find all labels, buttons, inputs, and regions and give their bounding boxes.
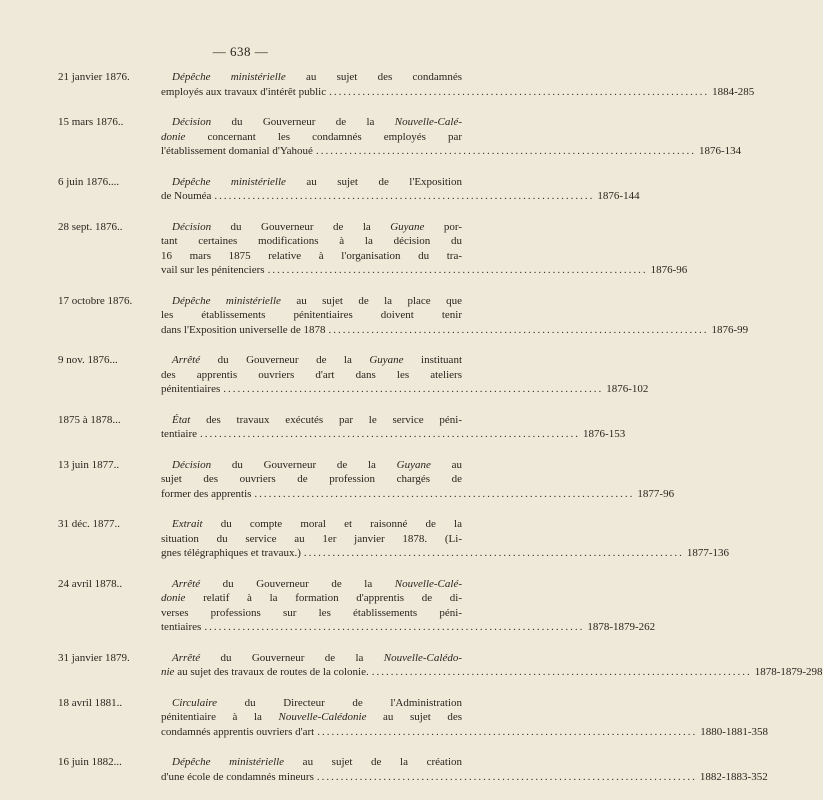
entry-last-line (161, 85, 755, 100)
entry-text-line: tentiaire (161, 428, 198, 440)
entry-text-line: Arrêté du Gouverneur de la Guyane instituant (172, 354, 462, 366)
leader-dots: ................................................................................ (315, 145, 696, 157)
entry-text-line: sujet des ouvriers de profession chargés de (161, 473, 462, 485)
entry-text-line: employés aux travaux d'intérêt public (161, 85, 327, 98)
entry-last-line (161, 189, 640, 204)
entry-text-line: Extrait du compte moral et raisonné de la (172, 518, 462, 530)
entry-text-line: verses professions sur les établissements péni- (161, 606, 462, 619)
entry-text-line: Dépêche ministérielle au sujet de la création (172, 756, 462, 768)
entry-row (58, 696, 769, 740)
entry-row (58, 458, 675, 502)
entry-description (161, 755, 768, 784)
entry-last-line (161, 323, 749, 338)
entry-reference: 1876-144 (597, 190, 640, 202)
entry-row (58, 517, 730, 561)
page-number: — 638 — (212, 44, 269, 59)
entry-last-line (161, 725, 769, 740)
entry-date: 24 avril 1878.. (58, 577, 123, 590)
entry-description (161, 115, 742, 159)
entry-date: 18 avril 1881.. (58, 696, 123, 709)
entry-date: 6 juin 1876.... (58, 175, 120, 188)
entry-text-line: gnes télégraphiques et travaux.) (161, 547, 301, 559)
entry-date: 16 juin 1882... (58, 756, 122, 768)
entry-reference: 1876-96 (650, 264, 688, 276)
entry-description (161, 577, 656, 635)
leader-dots: ................................................................................ (223, 383, 604, 395)
entry-row (58, 577, 656, 635)
entry-date: 17 octobre 1876. (58, 294, 133, 307)
entry-description (161, 220, 688, 278)
entry-reference: 1876-102 (606, 383, 649, 395)
entry-row (58, 70, 755, 99)
entry-description (161, 651, 823, 680)
entry-row (58, 175, 640, 204)
entry-text-line: condamnés apprentis ouvriers d'art (161, 725, 315, 738)
entry-description (161, 294, 749, 338)
entry-date: 28 sept. 1876.. (58, 220, 123, 233)
entry-row (58, 294, 749, 338)
entry-text-line: 16 mars 1875 relative à l'organisation du tra- (161, 249, 462, 262)
entry-last-line (161, 487, 675, 502)
entry-date: 13 juin 1877.. (58, 458, 120, 471)
entry-reference: 1876-134 (698, 145, 742, 157)
entry-reference: 1880-1881-358 (700, 725, 769, 738)
leader-dots: ................................................................................ (214, 190, 595, 202)
entry-text-line: donie relatif à la formation d'apprentis de di- (161, 592, 462, 604)
entry-text-line: Dépêche ministérielle au sujet de l'Exposition (172, 175, 462, 188)
entry-last-line (161, 263, 688, 278)
entry-date: 9 nov. 1876... (58, 354, 118, 366)
entry-text-line: situation du service au 1er janvier 1878. (Li- (161, 532, 462, 545)
entry-text-line: Décision du Gouverneur de la Guyane por- (172, 220, 462, 233)
entry-description (161, 458, 675, 502)
entry-row (58, 220, 688, 278)
entry-list (58, 70, 823, 800)
leader-dots: ................................................................................ (204, 621, 585, 633)
entry-last-line (161, 770, 768, 785)
entry-date: 1875 à 1878... (58, 413, 121, 426)
entry-text-line: dans l'Exposition universelle de 1878 (161, 323, 326, 336)
leader-dots: ................................................................................ (317, 725, 698, 738)
entry-reference: 1877-96 (637, 487, 675, 500)
entry-date: 31 déc. 1877.. (58, 518, 121, 530)
entry-last-line (161, 546, 730, 561)
entry-reference: 1884-285 (712, 85, 755, 98)
entry-date: 15 mars 1876.. (58, 116, 124, 128)
entry-description (161, 696, 769, 740)
entry-row (58, 413, 626, 442)
entry-description (161, 70, 755, 99)
entry-last-line (161, 382, 649, 397)
entry-text-line: former des apprentis (161, 487, 252, 500)
entry-text-line: Arrêté du Gouverneur de la Nouvelle-Calé- (172, 577, 462, 590)
entry-text-line: Décision du Gouverneur de la Guyane au (172, 458, 462, 471)
entry-text-line: des apprentis ouvriers d'art dans les ateliers (161, 368, 462, 381)
leader-dots: ................................................................................ (267, 264, 648, 276)
leader-dots: ................................................................................ (316, 770, 697, 783)
entry-text-line: Circulaire du Directeur de l'Administration (172, 696, 462, 709)
entry-description (161, 175, 640, 204)
entry-row (58, 755, 768, 784)
entry-description (161, 353, 649, 397)
entry-reference: 1876-153 (583, 428, 626, 440)
entry-text-line: État des travaux exécutés par le service péni- (172, 413, 462, 426)
entry-text-line: d'une école de condamnés mineurs (161, 770, 314, 783)
entry-last-line (161, 620, 656, 635)
entry-row (58, 651, 823, 680)
leader-dots: ................................................................................ (329, 85, 710, 98)
entry-date: 31 janvier 1879. (58, 651, 130, 664)
entry-row (58, 353, 649, 397)
entry-text-line: donie concernant les condamnés employés par (161, 130, 462, 143)
entry-text-line: tant certaines modifications à la décision du (161, 235, 462, 247)
entry-text-line: Dépêche ministérielle au sujet des condamnés (172, 71, 462, 83)
entry-text-line: vail sur les pénitenciers (161, 264, 265, 276)
entry-row (58, 115, 742, 159)
leader-dots: ................................................................................ (303, 547, 684, 559)
leader-dots: ................................................................................ (371, 666, 752, 678)
entry-description (161, 413, 626, 442)
entry-last-line (161, 144, 742, 159)
entry-text-line: tentiaires (161, 621, 202, 633)
entry-reference: 1876-99 (711, 323, 749, 336)
entry-text-line: nie au sujet des travaux de routes de la colonie. (161, 666, 369, 678)
entry-reference: 1878-1879-262 (587, 621, 656, 633)
entry-description (161, 517, 730, 561)
entry-reference: 1882-1883-352 (699, 770, 768, 783)
entry-text-line: de Nouméa (161, 190, 212, 202)
entry-text-line: les établissements pénitentiaires doivent tenir (161, 309, 462, 321)
entry-text-line: Dépêche ministérielle au sujet de la place que (172, 294, 462, 307)
entry-last-line (161, 427, 626, 442)
entry-text-line: Arrêté du Gouverneur de la Nouvelle-Calédo- (172, 651, 462, 664)
entry-text-line: Décision du Gouverneur de la Nouvelle-Calé- (172, 116, 462, 128)
entry-date: 21 janvier 1876. (58, 71, 130, 83)
leader-dots: ................................................................................ (328, 323, 709, 336)
entry-text-line: pénitentiaires (161, 383, 221, 395)
entry-text-line: pénitentiaire à la Nouvelle-Calédonie au sujet des (161, 711, 463, 723)
leader-dots: ................................................................................ (254, 487, 635, 500)
entry-last-line (161, 665, 823, 680)
entry-reference: 1878-1879-298 (754, 666, 823, 678)
leader-dots: ................................................................................ (200, 428, 581, 440)
entry-reference: 1877-136 (686, 547, 730, 559)
entry-text-line: l'établissement domanial d'Yahoué (161, 145, 313, 157)
